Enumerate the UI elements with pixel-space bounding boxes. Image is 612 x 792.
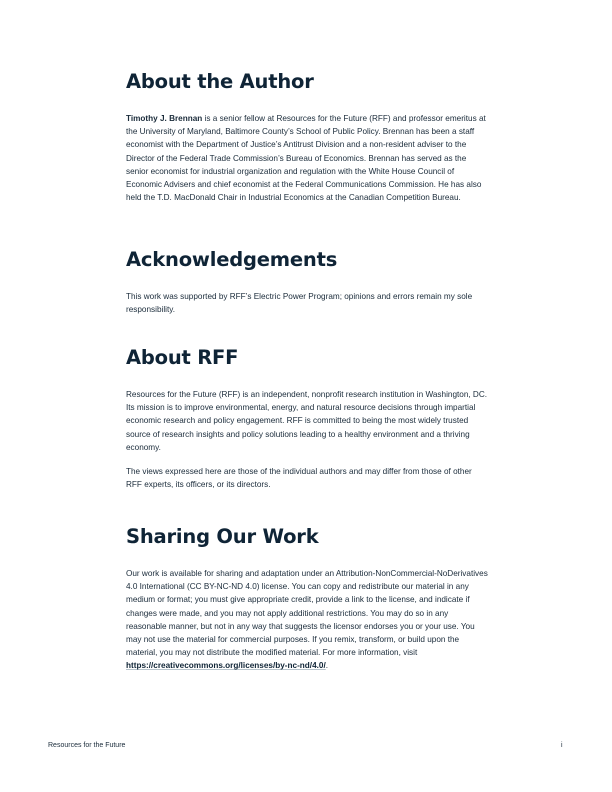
sharing-paragraph <box>126 567 488 673</box>
about-author-section <box>126 70 488 204</box>
about-rff-paragraph-1: Resources for the Future (RFF) is an independent, nonprofit research institution in Washington, DC. Its mission is to improve environmental, energy, and natural resource decisions through impartial economic research and policy engagement. RFF is committed to being the most widely trusted source of research insights and policy solutions leading to a healthy environment and a thriving economy. <box>126 390 488 452</box>
license-link[interactable]: https://creativecommons.org/licenses/by-nc-nd/4.0/ <box>126 661 326 671</box>
sharing-text: Our work is available for sharing and adaptation under an Attribution-NonCommercial-NoDerivatives 4.0 International (CC BY-NC-ND 4.0) license. You can copy and redistribute our material in any medium or format; you must give appropriate credit, provide a link to the license, and indicate if changes were made, and you may not apply additional restrictions. You may do so in any reasonable manner, but not in any way that suggests the licensor endorses you or your use. You may not use the material for commercial purposes. If you remix, transform, or build upon the material, you may not distribute the modified material. For more information, visit <box>126 569 488 658</box>
footer-page-number: i <box>561 742 563 749</box>
sharing-heading: Sharing Our Work <box>126 525 319 548</box>
acknowledgements-section <box>126 248 488 316</box>
sharing-section <box>126 525 488 673</box>
about-author-heading: About the Author <box>126 70 314 93</box>
author-bio-text: is a senior fellow at Resources for the Future (RFF) and professor emeritus at the University of Maryland, Baltimore County’s School of Public Policy. Brennan has been a staff economist with the Department of Justice’s Antitrust Division and a non-resident adviser to the Director of the Federal Trade Commission’s Bureau of Economics. Brennan has served as the senior economist for industrial organization and regulation with the White House Council of Economic Advisers and chief economist at the Federal Communications Commission. He has also held the T.D. MacDonald Chair in Industrial Economics at the Canadian Competition Bureau. <box>126 114 486 203</box>
sharing-after-link: . <box>325 661 329 671</box>
author-name: Timothy J. Brennan <box>126 114 203 123</box>
footer-publisher: Resources for the Future <box>48 742 126 749</box>
author-bio-paragraph <box>126 112 488 204</box>
about-rff-section <box>126 346 488 491</box>
about-rff-paragraph-2: The views expressed here are those of the individual authors and may differ from those of other RFF experts, its officers, or its directors. <box>126 467 472 490</box>
about-rff-heading: About RFF <box>126 346 239 369</box>
acknowledgements-heading: Acknowledgements <box>126 248 338 271</box>
acknowledgements-text: This work was supported by RFF’s Electric Power Program; opinions and errors remain my sole responsibility. <box>126 292 473 315</box>
